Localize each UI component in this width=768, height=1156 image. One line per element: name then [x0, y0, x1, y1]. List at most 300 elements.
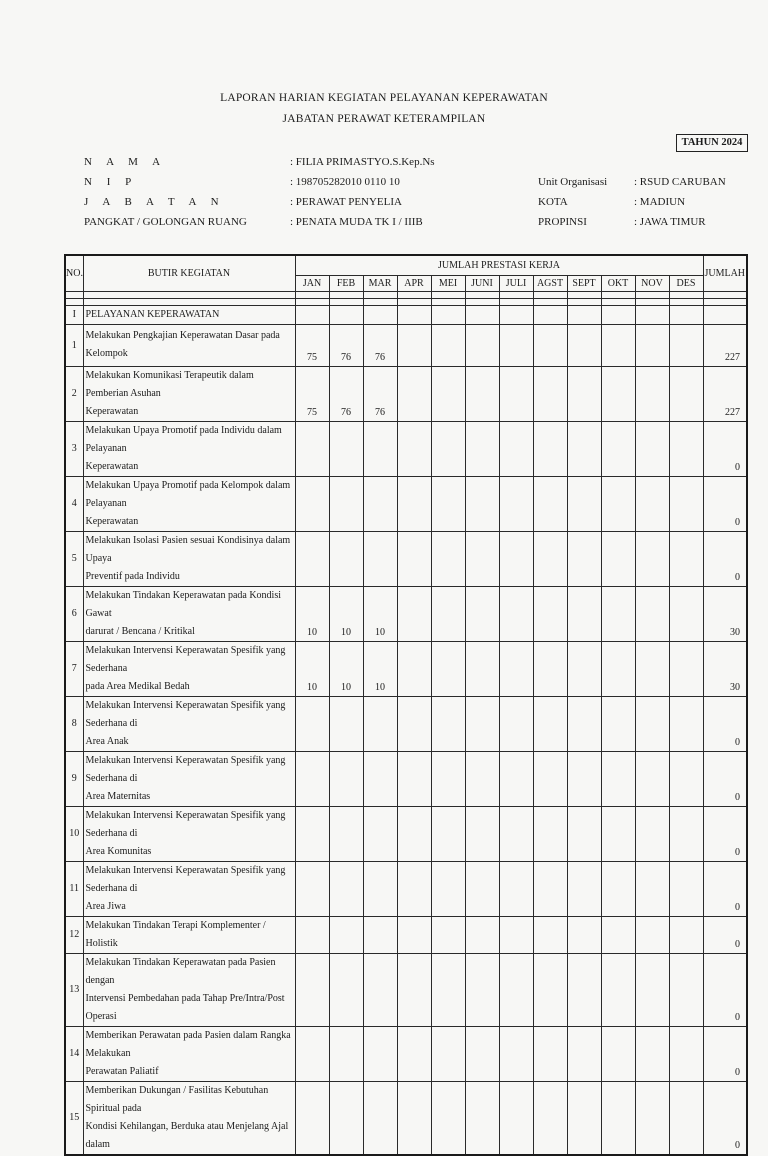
cell-empty: [465, 1081, 499, 1155]
table-row: [65, 1081, 747, 1155]
cell-feb: [329, 476, 363, 531]
row-no: 4: [65, 476, 83, 531]
cell-empty: [635, 324, 669, 366]
header-month: DES: [669, 275, 703, 291]
cell-empty: [601, 696, 635, 751]
unit-label: Unit Organisasi: [538, 176, 608, 188]
cell-jan: 75: [295, 324, 329, 366]
cell-empty: [465, 421, 499, 476]
table-row: [65, 953, 747, 1026]
cell-empty: [465, 916, 499, 953]
cell-empty: [499, 861, 533, 916]
cell-empty: [465, 751, 499, 806]
cell-jan: [295, 476, 329, 531]
header-butir: BUTIR KEGIATAN: [83, 255, 295, 291]
cell-empty: [567, 861, 601, 916]
cell-empty: [567, 324, 601, 366]
cell-empty: [533, 806, 567, 861]
cell-mar: 10: [363, 586, 397, 641]
cell-empty: [533, 916, 567, 953]
cell-empty: [499, 1026, 533, 1081]
cell-empty: [431, 476, 465, 531]
cell-total: 227: [703, 366, 747, 421]
cell-total: 0: [703, 531, 747, 586]
cell-empty: [397, 476, 431, 531]
header-month: JUNI: [465, 275, 499, 291]
row-no: 12: [65, 916, 83, 953]
cell-empty: [669, 916, 703, 953]
cell-empty: [567, 806, 601, 861]
cell-empty: [431, 861, 465, 916]
row-no: 10: [65, 806, 83, 861]
table-row: [65, 916, 747, 953]
header-no: NO.: [65, 255, 83, 291]
cell-feb: [329, 421, 363, 476]
cell-empty: [669, 641, 703, 696]
cell-empty: [499, 696, 533, 751]
row-description: [83, 531, 295, 586]
row-desc-line2: darurat / Bencana / Kritikal: [85, 625, 195, 637]
cell-empty: [567, 1026, 601, 1081]
table-row: [65, 1026, 747, 1081]
section-row: [65, 305, 747, 324]
cell-jan: 75: [295, 366, 329, 421]
cell-empty: [397, 696, 431, 751]
cell-feb: [329, 696, 363, 751]
cell-empty: [601, 806, 635, 861]
header-month: OKT: [601, 275, 635, 291]
header-month: FEB: [329, 275, 363, 291]
cell-empty: [635, 916, 669, 953]
cell-empty: [465, 953, 499, 1026]
cell-feb: [329, 916, 363, 953]
row-no: 5: [65, 531, 83, 586]
cell-empty: [669, 1081, 703, 1155]
row-desc-line2: Area Anak: [85, 735, 129, 747]
cell-empty: [533, 1081, 567, 1155]
pangkat-value: : PENATA MUDA TK I / IIIB: [290, 216, 423, 228]
cell-empty: [567, 751, 601, 806]
cell-empty: [533, 324, 567, 366]
cell-empty: [601, 641, 635, 696]
cell-jan: [295, 861, 329, 916]
cell-empty: [397, 751, 431, 806]
cell-empty: [431, 324, 465, 366]
row-desc-line2: Area Maternitas: [85, 790, 151, 802]
cell-mar: [363, 1026, 397, 1081]
row-desc-line1: Memberikan Dukungan / Fasilitas Kebutuhan Spiritual pada: [85, 1084, 269, 1114]
cell-empty: [533, 476, 567, 531]
cell-empty: [465, 641, 499, 696]
cell-empty: [669, 421, 703, 476]
row-desc-line2: Perawatan Paliatif: [85, 1065, 159, 1077]
cell-empty: [431, 806, 465, 861]
cell-mar: [363, 531, 397, 586]
cell-jan: [295, 696, 329, 751]
row-desc-line2: Area Komunitas: [85, 845, 152, 857]
row-desc-line1: Memberikan Perawatan pada Pasien dalam Rangka Melakukan: [85, 1029, 291, 1059]
cell-empty: [601, 861, 635, 916]
cell-empty: [397, 1081, 431, 1155]
row-description: [83, 916, 295, 953]
row-no: 6: [65, 586, 83, 641]
row-desc-line1: Melakukan Pengkajian Keperawatan Dasar pada Kelompok: [85, 330, 280, 359]
cell-empty: [635, 421, 669, 476]
cell-mar: [363, 476, 397, 531]
header-month: APR: [397, 275, 431, 291]
cell-jan: [295, 1026, 329, 1081]
row-description: [83, 366, 295, 421]
row-no: 2: [65, 366, 83, 421]
cell-empty: [669, 586, 703, 641]
jabatan-label: J A B A T A N: [84, 196, 225, 208]
cell-empty: [465, 696, 499, 751]
row-description: [83, 953, 295, 1026]
cell-empty: [465, 1026, 499, 1081]
cell-mar: [363, 696, 397, 751]
cell-jan: [295, 421, 329, 476]
table-row: [65, 531, 747, 586]
header-month: MAR: [363, 275, 397, 291]
cell-empty: [567, 531, 601, 586]
cell-empty: [533, 531, 567, 586]
cell-total: 30: [703, 641, 747, 696]
spacer-row: [65, 291, 747, 298]
row-no: 13: [65, 953, 83, 1026]
cell-empty: [601, 324, 635, 366]
cell-empty: [669, 1026, 703, 1081]
cell-empty: [635, 476, 669, 531]
cell-empty: [669, 324, 703, 366]
cell-empty: [567, 586, 601, 641]
report-title: LAPORAN HARIAN KEGIATAN PELAYANAN KEPERAWATAN: [220, 92, 548, 104]
cell-empty: [431, 696, 465, 751]
cell-empty: [499, 366, 533, 421]
cell-empty: [601, 916, 635, 953]
cell-empty: [669, 953, 703, 1026]
cell-total: 0: [703, 751, 747, 806]
cell-empty: [533, 1026, 567, 1081]
row-desc-line1: Melakukan Upaya Promotif pada Individu dalam Pelayanan: [85, 424, 282, 454]
cell-empty: [635, 586, 669, 641]
cell-mar: [363, 861, 397, 916]
cell-empty: [431, 953, 465, 1026]
cell-empty: [669, 476, 703, 531]
cell-jan: [295, 806, 329, 861]
cell-empty: [533, 421, 567, 476]
cell-total: 0: [703, 806, 747, 861]
cell-feb: [329, 861, 363, 916]
cell-empty: [533, 366, 567, 421]
cell-empty: [635, 696, 669, 751]
cell-mar: 76: [363, 324, 397, 366]
row-desc-line1: Melakukan Tindakan Terapi Komplementer / Holistik: [85, 919, 266, 949]
row-desc-line2: Intervensi Pembedahan pada Tahap Pre/Intra/Post Operasi: [85, 992, 285, 1022]
header-jumlah: JUMLAH: [703, 255, 747, 291]
nama-value: : FILIA PRIMASTYO.S.Kep.Ns: [290, 156, 435, 168]
cell-empty: [499, 586, 533, 641]
cell-empty: [397, 421, 431, 476]
nama-label: N A M A: [84, 156, 167, 168]
cell-empty: [669, 531, 703, 586]
row-desc-line2: Keperawatan: [85, 405, 139, 417]
cell-empty: [431, 1081, 465, 1155]
cell-empty: [635, 861, 669, 916]
row-no: 8: [65, 696, 83, 751]
nip-label: N I P: [84, 176, 138, 188]
row-no: 15: [65, 1081, 83, 1155]
cell-total: 0: [703, 1026, 747, 1081]
cell-empty: [465, 531, 499, 586]
header-month: AGST: [533, 275, 567, 291]
cell-total: 0: [703, 953, 747, 1026]
cell-mar: [363, 953, 397, 1026]
cell-jan: 10: [295, 641, 329, 696]
cell-empty: [465, 586, 499, 641]
cell-empty: [397, 366, 431, 421]
cell-empty: [567, 476, 601, 531]
cell-empty: [397, 953, 431, 1026]
cell-empty: [431, 366, 465, 421]
table-row: [65, 806, 747, 861]
cell-empty: [635, 1026, 669, 1081]
row-description: [83, 861, 295, 916]
cell-empty: [499, 476, 533, 531]
spacer-row: [65, 298, 747, 305]
row-description: [83, 1081, 295, 1155]
table-row: [65, 476, 747, 531]
cell-empty: [669, 806, 703, 861]
cell-empty: [635, 1081, 669, 1155]
cell-mar: [363, 751, 397, 806]
cell-feb: 10: [329, 641, 363, 696]
cell-empty: [465, 806, 499, 861]
cell-feb: [329, 806, 363, 861]
cell-empty: [397, 586, 431, 641]
cell-empty: [499, 1081, 533, 1155]
propinsi-label: PROPINSI: [538, 216, 587, 228]
kota-label: KOTA: [538, 196, 568, 208]
report-subtitle: JABATAN PERAWAT KETERAMPILAN: [282, 113, 486, 125]
cell-feb: [329, 1081, 363, 1155]
section-label: PELAYANAN KEPERAWATAN: [83, 305, 295, 324]
cell-total: 0: [703, 861, 747, 916]
cell-empty: [635, 806, 669, 861]
cell-jan: [295, 531, 329, 586]
cell-empty: [669, 751, 703, 806]
cell-feb: 10: [329, 586, 363, 641]
cell-mar: 10: [363, 641, 397, 696]
cell-total: 0: [703, 696, 747, 751]
table-row: [65, 751, 747, 806]
cell-empty: [397, 531, 431, 586]
cell-empty: [567, 641, 601, 696]
cell-empty: [431, 421, 465, 476]
cell-mar: 76: [363, 366, 397, 421]
row-description: [83, 641, 295, 696]
cell-empty: [499, 641, 533, 696]
cell-total: 30: [703, 586, 747, 641]
cell-empty: [533, 953, 567, 1026]
cell-mar: [363, 916, 397, 953]
cell-empty: [601, 1026, 635, 1081]
cell-total: 227: [703, 324, 747, 366]
cell-empty: [567, 916, 601, 953]
row-no: 1: [65, 324, 83, 366]
cell-empty: [499, 916, 533, 953]
cell-empty: [499, 806, 533, 861]
cell-empty: [567, 366, 601, 421]
cell-empty: [431, 1026, 465, 1081]
row-desc-line2: pada Area Medikal Bedah: [85, 680, 190, 692]
row-description: [83, 421, 295, 476]
cell-empty: [567, 953, 601, 1026]
cell-empty: [601, 1081, 635, 1155]
row-desc-line1: Melakukan Isolasi Pasien sesuai Kondisinya dalam Upaya: [85, 534, 291, 564]
cell-empty: [669, 861, 703, 916]
table-row: [65, 861, 747, 916]
cell-mar: [363, 1081, 397, 1155]
cell-total: 0: [703, 421, 747, 476]
row-desc-line1: Melakukan Komunikasi Terapeutik dalam Pemberian Asuhan: [85, 369, 254, 399]
header-month: NOV: [635, 275, 669, 291]
table-row: [65, 586, 747, 641]
table-row: [65, 366, 747, 421]
unit-value: : RSUD CARUBAN: [634, 176, 726, 188]
row-description: [83, 696, 295, 751]
row-no: 14: [65, 1026, 83, 1081]
row-desc-line2: Preventif pada Individu: [85, 570, 180, 582]
cell-empty: [533, 861, 567, 916]
cell-empty: [669, 366, 703, 421]
cell-empty: [601, 366, 635, 421]
row-no: 9: [65, 751, 83, 806]
cell-empty: [499, 531, 533, 586]
cell-empty: [465, 324, 499, 366]
cell-empty: [635, 641, 669, 696]
cell-empty: [601, 421, 635, 476]
cell-feb: 76: [329, 366, 363, 421]
row-desc-line1: Melakukan Intervensi Keperawatan Spesifik yang Sederhana di: [85, 809, 286, 839]
cell-feb: [329, 751, 363, 806]
cell-empty: [533, 751, 567, 806]
propinsi-value: : JAWA TIMUR: [634, 216, 706, 228]
row-no: 3: [65, 421, 83, 476]
cell-jan: [295, 751, 329, 806]
row-desc-line1: Melakukan Intervensi Keperawatan Spesifik yang Sederhana di: [85, 754, 286, 784]
cell-empty: [669, 696, 703, 751]
cell-empty: [499, 751, 533, 806]
cell-empty: [533, 586, 567, 641]
cell-jan: [295, 953, 329, 1026]
cell-empty: [431, 586, 465, 641]
row-no: 11: [65, 861, 83, 916]
cell-empty: [397, 324, 431, 366]
cell-empty: [533, 696, 567, 751]
table-row: [65, 421, 747, 476]
cell-empty: [601, 531, 635, 586]
cell-empty: [397, 641, 431, 696]
table-row: [65, 324, 747, 366]
cell-empty: [601, 953, 635, 1026]
cell-total: 0: [703, 476, 747, 531]
nip-value: : 198705282010 0110 10: [290, 176, 400, 188]
row-desc-line2: Keperawatan: [85, 515, 139, 527]
cell-empty: [431, 641, 465, 696]
cell-empty: [431, 531, 465, 586]
row-no: 7: [65, 641, 83, 696]
cell-empty: [499, 324, 533, 366]
cell-empty: [397, 1026, 431, 1081]
header-month: SEPT: [567, 275, 601, 291]
cell-mar: [363, 421, 397, 476]
year-label: TAHUN 2024: [676, 134, 748, 152]
row-description: [83, 476, 295, 531]
cell-empty: [465, 366, 499, 421]
cell-feb: [329, 953, 363, 1026]
row-description: [83, 806, 295, 861]
cell-empty: [499, 953, 533, 1026]
row-desc-line1: Melakukan Tindakan Keperawatan pada Pasien dengan: [85, 956, 276, 986]
header-prestasi: JUMLAH PRESTASI KERJA: [295, 255, 703, 275]
cell-empty: [431, 916, 465, 953]
row-desc-line1: Melakukan Intervensi Keperawatan Spesifik yang Sederhana di: [85, 864, 286, 894]
cell-empty: [567, 421, 601, 476]
activity-table: [64, 254, 748, 1156]
row-description: [83, 751, 295, 806]
row-desc-line2: Keperawatan: [85, 460, 139, 472]
cell-empty: [567, 1081, 601, 1155]
row-description: [83, 324, 295, 366]
row-description: [83, 586, 295, 641]
cell-jan: [295, 916, 329, 953]
section-no: I: [65, 305, 83, 324]
cell-total: 0: [703, 916, 747, 953]
row-desc-line1: Melakukan Upaya Promotif pada Kelompok dalam Pelayanan: [85, 479, 291, 509]
header-month: JAN: [295, 275, 329, 291]
jabatan-value: : PERAWAT PENYELIA: [290, 196, 402, 208]
cell-empty: [601, 751, 635, 806]
cell-empty: [533, 641, 567, 696]
cell-empty: [635, 366, 669, 421]
header-month: JULI: [499, 275, 533, 291]
cell-jan: 10: [295, 586, 329, 641]
row-desc-line2: Area Jiwa: [85, 900, 126, 912]
cell-empty: [567, 696, 601, 751]
row-desc-line1: Melakukan Intervensi Keperawatan Spesifik yang Sederhana di: [85, 699, 286, 729]
cell-empty: [397, 806, 431, 861]
cell-empty: [601, 586, 635, 641]
cell-empty: [465, 861, 499, 916]
cell-empty: [635, 531, 669, 586]
cell-jan: [295, 1081, 329, 1155]
cell-empty: [397, 861, 431, 916]
cell-empty: [431, 751, 465, 806]
cell-empty: [397, 916, 431, 953]
cell-mar: [363, 806, 397, 861]
row-desc-line2: Kondisi Kehilangan, Berduka atau Menjelang Ajal dalam: [85, 1120, 289, 1150]
header-month: MEI: [431, 275, 465, 291]
row-description: [83, 1026, 295, 1081]
row-desc-line1: Melakukan Tindakan Keperawatan pada Kondisi Gawat: [85, 589, 282, 619]
cell-empty: [499, 421, 533, 476]
cell-feb: [329, 531, 363, 586]
cell-empty: [465, 476, 499, 531]
cell-empty: [601, 476, 635, 531]
cell-feb: 76: [329, 324, 363, 366]
row-desc-line1: Melakukan Intervensi Keperawatan Spesifik yang Sederhana: [85, 644, 286, 674]
kota-value: : MADIUN: [634, 196, 686, 208]
